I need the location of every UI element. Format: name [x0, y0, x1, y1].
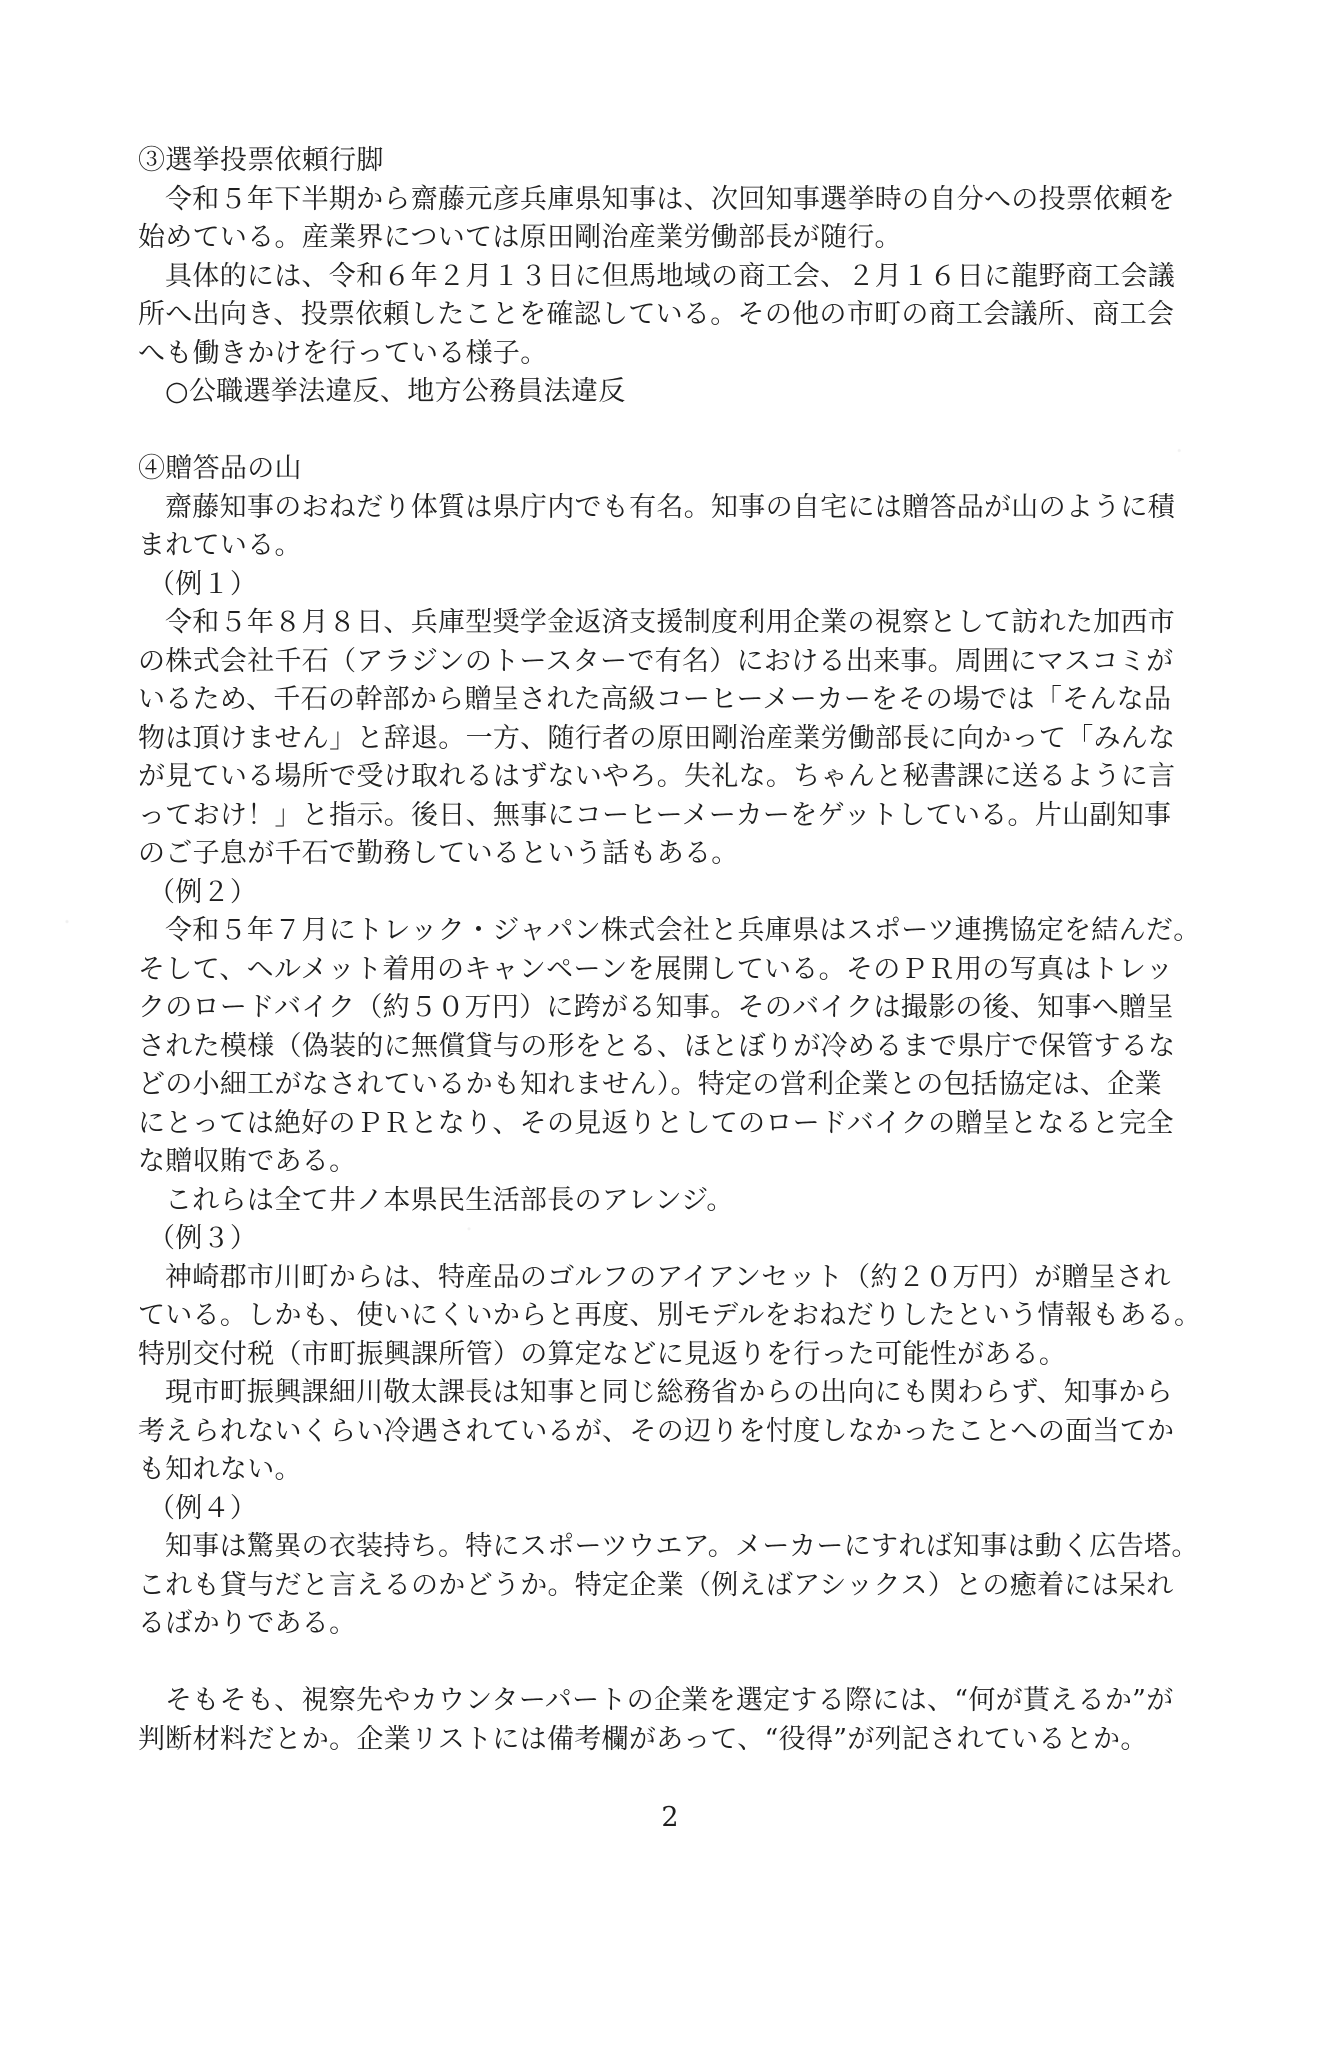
paragraph-line: そして、ヘルメット着用のキャンペーンを展開している。そのＰＲ用の写真はトレッ — [138, 953, 1174, 985]
paragraph-line: これも貸与だと言えるのかどうか。特定企業（例えばアシックス）との癒着には呆れ — [138, 1569, 1174, 1601]
paragraph-line: ている。しかも、使いにくいからと再度、別モデルをおねだりしたという情報もある。 — [138, 1300, 1202, 1331]
paragraph-line: 始めている。産業界については原田剛治産業労働部長が随行。 — [138, 222, 902, 253]
paragraph-line: どの小細工がなされているかも知れません）。特定の営利企業との包括協定は、企業 — [138, 1069, 1162, 1100]
spacer — [138, 412, 1228, 451]
paragraph-line: 判断材料だとか。企業リストには備考欄があって、“役得”が列記されているとか。 — [138, 1723, 1148, 1755]
paragraph-line: 令和５年下半期から齋藤元彦兵庫県知事は、次回知事選挙時の自分への投票依頼を — [165, 183, 1176, 215]
paragraph-line: っておけ！」と指示。後日、無事にコーヒーメーカーをゲットしている。片山副知事 — [138, 799, 1172, 831]
example-label: （例４） — [148, 1492, 258, 1524]
paragraph-line: 物は頂けません」と辞退。一方、随行者の原田剛治産業労働部長に向かって「みんな — [138, 722, 1176, 754]
section-heading: ④贈答品の山 — [138, 453, 302, 484]
paragraph-line: これらは全て井ノ本県民生活部長のアレンジ。 — [165, 1184, 734, 1216]
paragraph-line: 知事は驚異の衣装持ち。特にスポーツウエア。メーカーにすれば知事は動く広告塔。 — [165, 1531, 1199, 1562]
example-label: （例２） — [148, 876, 258, 908]
paragraph-line: も知れない。 — [138, 1454, 302, 1485]
paragraph-line: の株式会社千石（アラジンのトースターで有名）における出来事。周囲にマスコミが — [138, 645, 1174, 677]
paragraph-line: された模様（偽装的に無償貸与の形をとる、ほとぼりが冷めるまで県庁で保管するな — [138, 1030, 1176, 1062]
paragraph-line: 齋藤知事のおねだり体質は県庁内でも有名。知事の自宅には贈答品が山のように積 — [165, 491, 1176, 523]
paragraph-line: 令和５年８月８日、兵庫型奨学金返済支援制度利用企業の視察として訪れた加西市 — [165, 607, 1176, 638]
section-heading: ③選挙投票依頼行脚 — [138, 145, 384, 176]
paragraph-line: 考えられないくらい冷遇されているが、その辺りを忖度しなかったことへの面当てか — [138, 1415, 1175, 1447]
paragraph-line: 所へ出向き、投票依頼したことを確認している。その他の市町の商工会議所、商工会 — [138, 299, 1175, 330]
paragraph-line: るばかりである。 — [138, 1608, 357, 1639]
paragraph-line: 現市町振興課細川敬太課長は知事と同じ総務省からの出向にも関わらず、知事から — [165, 1377, 1173, 1408]
paragraph-line: いるため、千石の幹部から贈呈された高級コーヒーメーカーをその場では「そんな品 — [138, 684, 1172, 715]
paragraph-line: が見ている場所で受け取れるはずないやろ。失礼な。ちゃんと秘書課に送るように言 — [138, 761, 1176, 792]
example-label: （例１） — [148, 568, 258, 600]
example-label: （例３） — [148, 1223, 258, 1254]
paragraph-line: 具体的には、令和６年２月１３日に但馬地域の商工会、２月１６日に龍野商工会議 — [165, 260, 1176, 292]
paragraph-line: 特別交付税（市町振興課所管）の算定などに見返りを行った可能性がある。 — [138, 1338, 1067, 1370]
paragraph-line: へも働きかけを行っている様子。 — [138, 337, 548, 369]
paragraph-line: にとっては絶好のＰＲとなり、その見返りとしてのロードバイクの贈呈となると完全 — [138, 1107, 1174, 1139]
paragraph-line: まれている。 — [138, 530, 302, 561]
spacer — [138, 1644, 1228, 1683]
paragraph-line: な贈収賄である。 — [138, 1146, 357, 1177]
paragraph-line: 令和５年７月にトレック・ジャパン株式会社と兵庫県はスポーツ連携協定を結んだ。 — [165, 915, 1201, 946]
paragraph-line: のご子息が千石で勤務しているという話もある。 — [138, 838, 739, 869]
paragraph-line: そもそも、視察先やカウンターパートの企業を選定する際には、“何が貰えるか”が — [165, 1685, 1174, 1716]
paragraph-line: クのロードバイク（約５０万円）に跨がる知事。そのバイクは撮影の後、知事へ贈呈 — [138, 992, 1174, 1023]
page-number: 2 — [661, 1802, 679, 1833]
paragraph-line: 神崎郡市川町からは、特産品のゴルフのアイアンセット（約２０万円）が贈呈され — [165, 1261, 1171, 1293]
legal-note: ○公職選挙法違反、地方公務員法違反 — [165, 376, 626, 407]
document-body — [138, 142, 1228, 1759]
